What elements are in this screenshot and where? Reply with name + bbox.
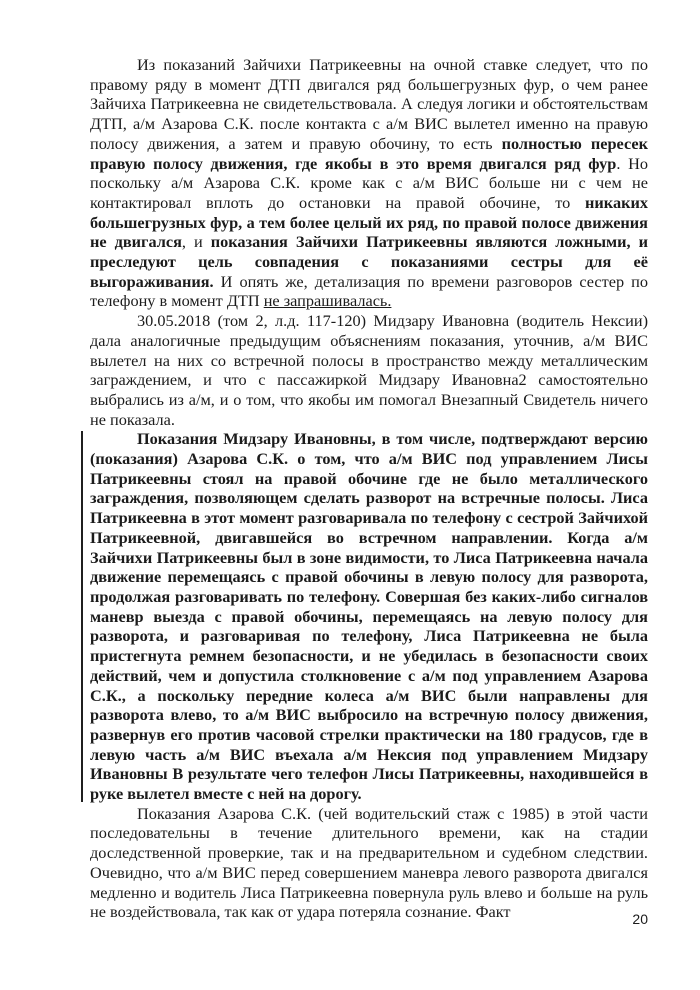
text-run: . Но поскольку а/м Азарова С.К. кроме как с а/м ВИС больше ни с чем не контактировал вплоть до остановки на правой обочине, то: [90, 153, 648, 212]
text-run: , и: [181, 232, 211, 252]
text-run: И опять же, детализация по времени разговоров сестер по телефону в момент ДТП: [90, 271, 648, 311]
text-run: показания Зайчихи Патрикеевны являются ложными, и преследуют цель совпадения с показаниями сестры для её выгораживания.: [90, 232, 648, 291]
text-run: Из показаний Зайчихи Патрикеевны на очной ставке следует, что по правому ряду в момент ДТП двигался ряд большегрузных фур, о чем ранее Зайчиха Патрикеевна не свидетельствовала. А следуя логики и обстоятельствам ДТП, а/м Азарова С.К. после контакта с а/м ВИС вылетел именно на правую полосу движения, а затем и правую обочину, то есть: [90, 55, 648, 153]
paragraph: [90, 804, 648, 922]
page-number: 20: [632, 911, 648, 927]
paragraph-revision-marked: [90, 429, 648, 803]
text-run: полностью пересек правую полосу движения, где якобы в это время двигался ряд фур: [90, 133, 648, 173]
document-body: [90, 55, 648, 922]
text-run: Показания Мидзару Ивановны, в том числе, подтверждают версию (показания) Азарова С.К. о том, что а/м ВИС под управлением Лисы Патрикеевны стоял на правой обочине где не было металлического заграждения, позволяющем сделать разворот на встречные полосы. Лиса Патрикеевна в этот момент разговаривала по телефону с сестрой Зайчихой Патрикеевной, двигавшейся во встречном направлении. Когда а/м Зайчихи Патрикеевны был в зоне видимости, то Лиса Патрикеевна начала движение перемещаясь с правой обочины в левую полосу для разворота, продолжая разговаривать по телефону. Совершая без каких-либо сигналов маневр выезда с правой обочины, перемещаясь на левую полосу для разворота, и разговаривая по телефону, Лиса Патрикеевна не была пристегнута ремнем безопасности, и не убедилась в безопасности своих действий, чем и допустила столкновение с а/м под управлением Азарова С.К., а поскольку передние колеса а/м ВИС были направлены для разворота влево, то а/м ВИС выбросило на встречную полосу движения, развернув его против часовой стрелки практически на 180 градусов, где в левую часть а/м ВИС въехала а/м Нексия под управлением Мидзару Ивановны В результате чего телефон Лисы Патрикеевны, находившейся в руке вылетел вместе с ней на дорогу.: [90, 429, 648, 804]
text-run: 30.05.2018 (том 2, л.д. 117-120) Мидзару Ивановна (водитель Нексии) дала аналогичные предыдущим объяснениям показания, уточнив, а/м ВИС вылетел на них со встречной полосы в пространство между металлическим заграждением, и что с пассажиркой Мидзару Ивановна2 самостоятельно выбрались из а/м, и о том, что якобы им помогал Внезапный Свидетель ничего не показала.: [90, 311, 648, 429]
text-run: никаких большегрузных фур, а тем более целый их ряд, по правой полосе движения не двигался: [90, 192, 648, 252]
text-run: Показания Азарова С.К. (чей водительский стаж с 1985) в этой части последовательны в течение длительного времени, как на стадии доследственной проверкие, так и на предварительном и судебном следствии. Очевидно, что а/м ВИС перед совершением маневра левого разворота двигался медленно и водитель Лиса Патрикеевна повернула руль влево и больше на руль не воздействовала, так как от удара потеряла сознание. Факт: [90, 803, 648, 922]
revision-bar-marker: [81, 431, 83, 801]
text-run: не запрашивалась.: [263, 291, 392, 311]
paragraph: [90, 311, 648, 429]
paragraph: [90, 55, 648, 311]
